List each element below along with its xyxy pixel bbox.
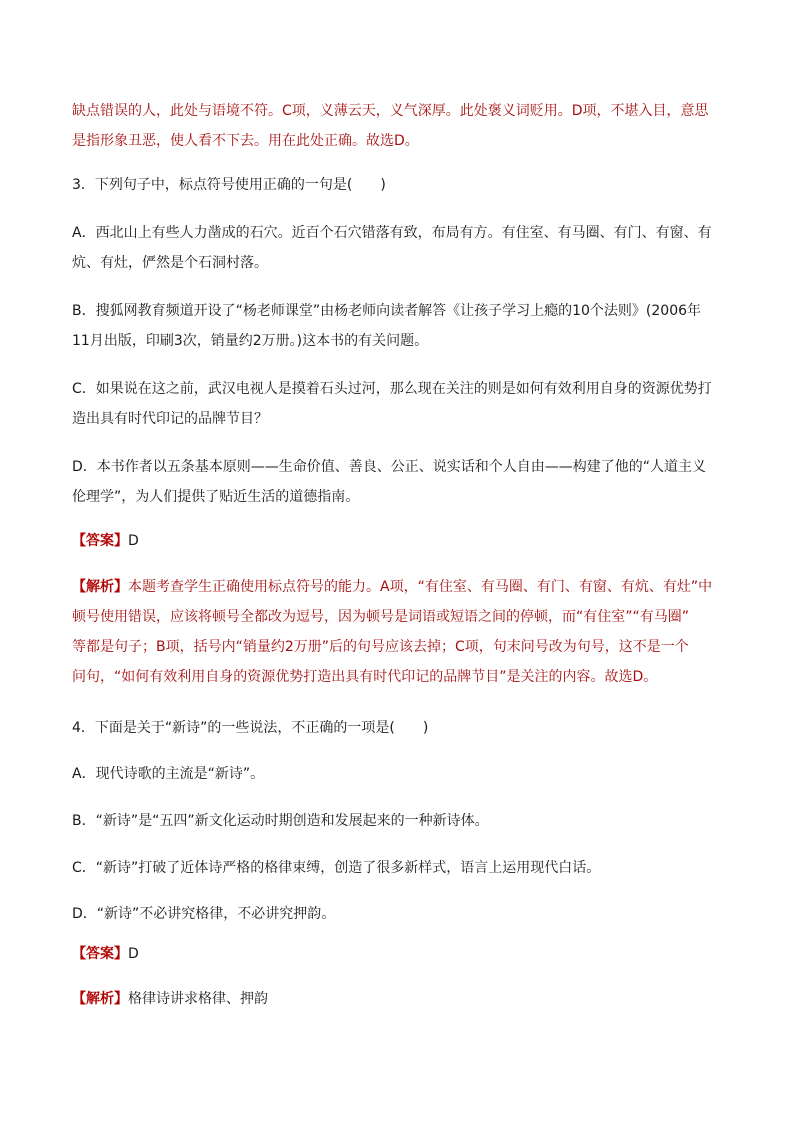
q3-answer	[72, 526, 722, 556]
q4-option-c: C．“新诗”打破了近体诗严格的格律束缚，创造了很多新样式，语言上运用现代白话。	[72, 860, 601, 876]
q3-option-d	[72, 452, 722, 512]
q4-answer-value: D	[128, 946, 139, 962]
q4-answer	[72, 939, 722, 969]
q3-analysis-line-4: 问句，“如何有效利用自身的资源优势打造出具有时代印记的品牌节目”是关注的内容。故选D。	[72, 669, 658, 685]
q4-stem: 4．下面是关于“新诗”的一些说法，不正确的一项是( )	[72, 720, 429, 736]
q4-answer-tag: 【答案】	[72, 946, 128, 962]
q4-option-b: B．“新诗”是“五四”新文化运动时期创造和发展起来的一种新诗体。	[72, 813, 489, 829]
q3-option-a-line-1: A．西北山上有些人力凿成的石穴。近百个石穴错落有致，布局有方。有住室、有马圈、有门、有窗、有	[72, 225, 712, 241]
q3-option-b-line-2: 11月出版，印刷3次，销量约2万册。)这本书的有关问题。	[72, 333, 429, 349]
q3-option-a	[72, 218, 722, 278]
q3-option-b-line-1: B．搜狐网教育频道开设了“杨老师课堂”由杨老师向读者解答《让孩子学习上瘾的10个法则》(2006年	[72, 303, 702, 319]
q3-analysis-line-3: 等都是句子；B项，括号内“销量约2万册”后的句号应该去掉；C项，句末问号改为句号，这不是一个	[72, 639, 689, 655]
q3-answer-tag: 【答案】	[72, 533, 128, 549]
q3-option-b	[72, 296, 722, 356]
q4-analysis	[72, 984, 722, 1014]
q4-analysis-text: 格律诗讲求格律、押韵	[128, 991, 268, 1007]
intro-analysis	[72, 96, 722, 156]
q3-analysis-line-2: 顿号使用错误，应该将顿号全都改为逗号，因为顿号是词语或短语之间的停顿，而“有住室”“有马圈”	[72, 609, 690, 625]
q3-answer-value: D	[128, 533, 139, 549]
q3-option-c	[72, 374, 722, 434]
intro-analysis-line-1: 缺点错误的人，此处与语境不符。C项，义薄云天，义气深厚。此处褒义词贬用。D项，不堪入目，意思	[72, 103, 709, 119]
q3-option-a-line-2: 炕、有灶，俨然是个石洞村落。	[72, 255, 268, 271]
q4-option-d: D．“新诗”不必讲究格律，不必讲究押韵。	[72, 906, 336, 922]
q4-analysis-tag: 【解析】	[72, 991, 128, 1007]
q3-stem: 3．下列句子中，标点符号使用正确的一句是( )	[72, 177, 386, 193]
q4-option-a: A．现代诗歌的主流是“新诗”。	[72, 766, 265, 782]
q3-analysis-text-1: 本题考查学生正确使用标点符号的能力。A项，“有住室、有马圈、有门、有窗、有炕、有灶”中	[128, 579, 713, 595]
q3-option-c-line-2: 造出具有时代印记的品牌节目？	[72, 411, 268, 427]
q3-option-d-line-1: D．本书作者以五条基本原则——生命价值、善良、公正、说实话和个人自由——构建了他的“人道主义	[72, 459, 707, 475]
q3-option-c-line-1: C．如果说在这之前，武汉电视人是摸着石头过河，那么现在关注的则是如何有效利用自身的资源优势打	[72, 381, 712, 397]
q3-analysis-line-1	[72, 572, 722, 602]
q3-analysis-tag: 【解析】	[72, 579, 128, 595]
intro-analysis-line-2: 是指形象丑恶，使人看不下去。用在此处正确。故选D。	[72, 133, 419, 149]
q3-option-d-line-2: 伦理学”，为人们提供了贴近生活的道德指南。	[72, 489, 360, 505]
q3-analysis	[72, 572, 722, 692]
